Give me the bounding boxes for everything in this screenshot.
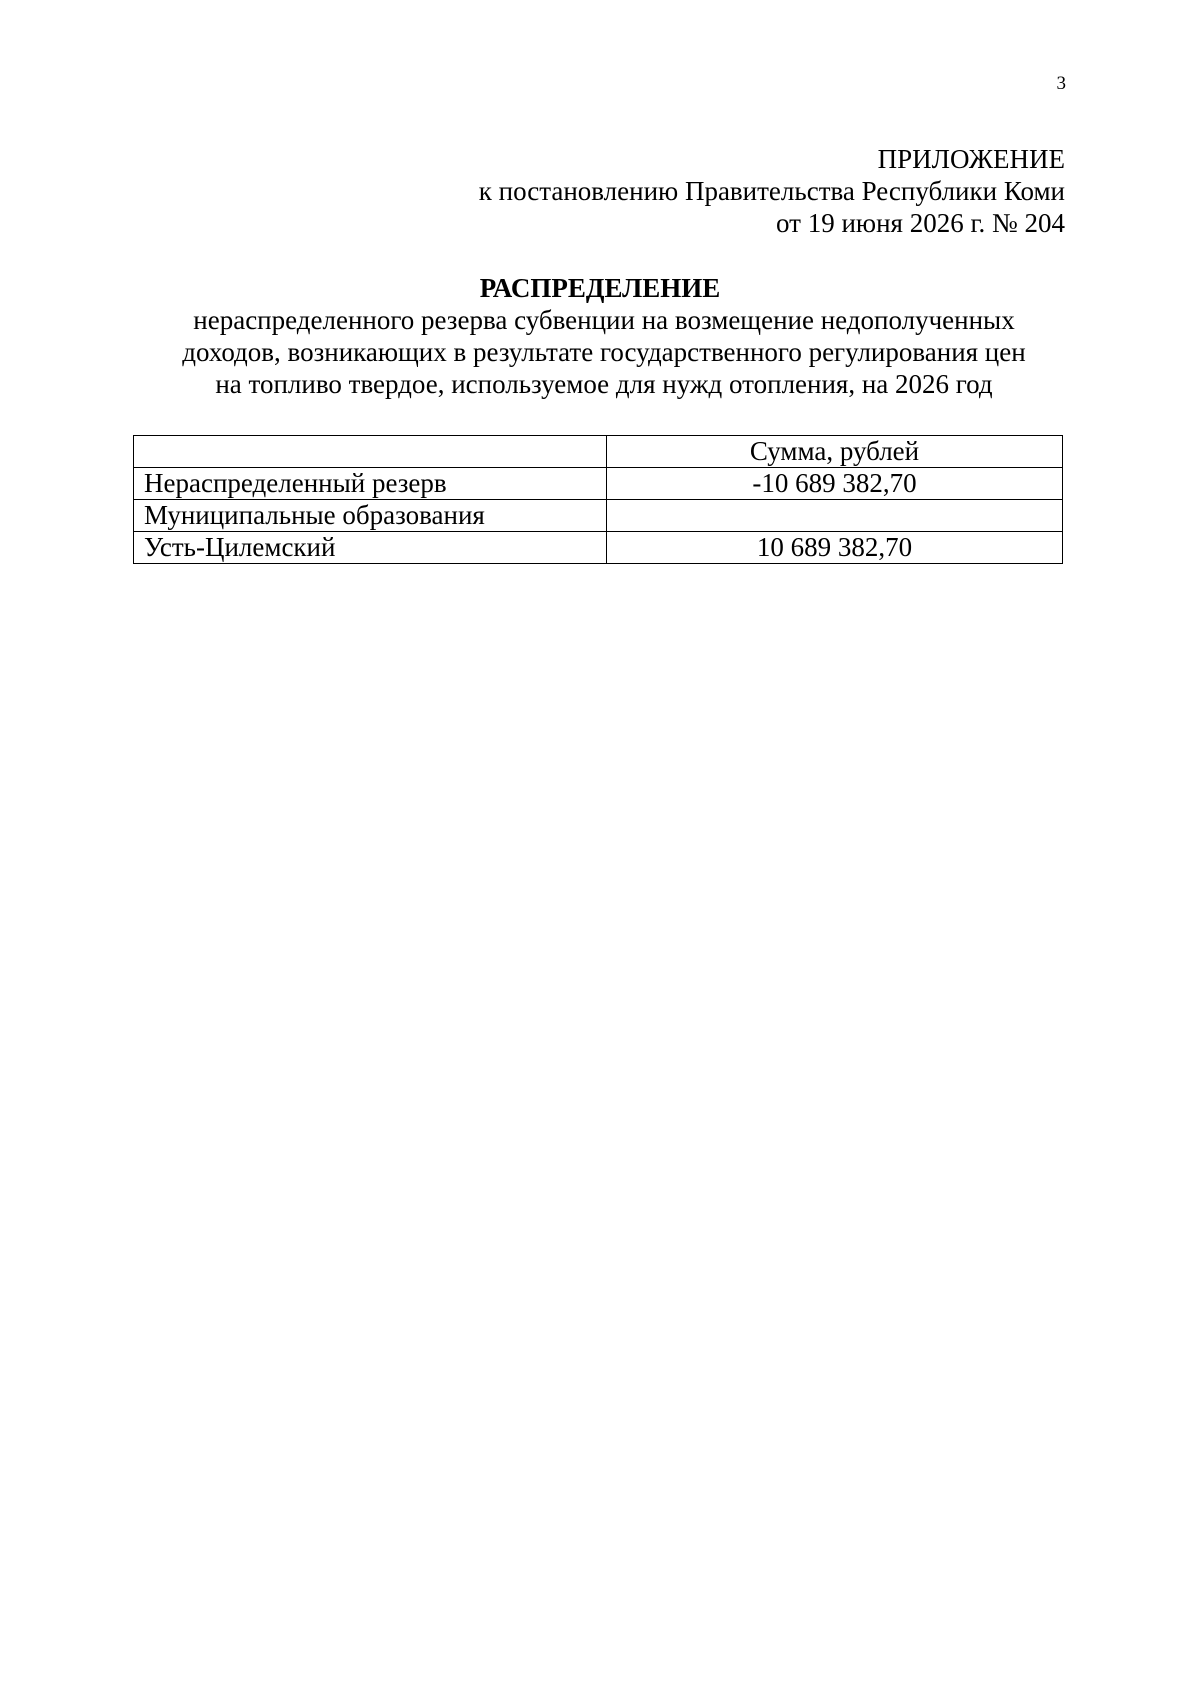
subtitle-line: нераспределенного резерва субвенции на возмещение недополученных [193,305,1015,335]
row-name-cell: Усть-Цилемский [134,532,607,564]
appendix-header [479,143,1065,239]
table-row [134,532,1063,564]
table-header-row [134,436,1063,468]
row-amount-cell: -10 689 382,70 [607,468,1063,500]
header-amount-cell: Сумма, рублей [607,436,1063,468]
table-row [134,468,1063,500]
subtitle-line: доходов, возникающих в результате государственного регулирования цен [182,337,1026,367]
page-number: 3 [1056,73,1066,94]
document-title: РАСПРЕДЕЛЕНИЕ [479,273,721,303]
appendix-heading: ПРИЛОЖЕНИЕ [877,144,1065,174]
distribution-table [133,435,1063,564]
table-row [134,500,1063,532]
row-name-cell: Нераспределенный резерв [134,468,607,500]
row-name-cell: Муниципальные образования [134,500,607,532]
document-title-block [0,272,1200,400]
row-amount-cell [607,500,1063,532]
header-name-cell [134,436,607,468]
subtitle-line: на топливо твердое, используемое для нужд отопления, на 2026 год [215,369,993,399]
document-subtitle [8,304,1200,400]
appendix-date-number-line: от 19 июня 2026 г. № 204 [776,208,1065,238]
row-amount-cell: 10 689 382,70 [607,532,1063,564]
appendix-resolution-line: к постановлению Правительства Республики Коми [478,176,1065,206]
